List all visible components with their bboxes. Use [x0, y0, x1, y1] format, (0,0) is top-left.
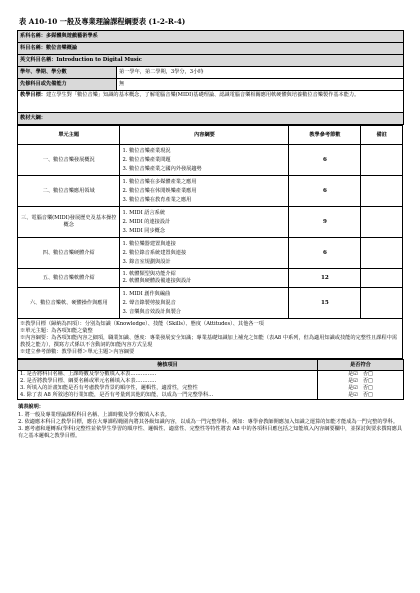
- content-item: 1. MIDI 語言系統: [122, 209, 166, 216]
- checked-box-icon[interactable]: ☑: [353, 371, 358, 377]
- unit-content: [120, 269, 289, 288]
- content-item: 1. MIDI 創作與編曲: [122, 290, 171, 297]
- yes-label: 是: [348, 371, 354, 377]
- prereq-row: [18, 79, 404, 91]
- year-label: 學年、學期、學分數: [18, 67, 117, 79]
- course-row: [18, 43, 404, 55]
- table-row: [18, 207, 403, 238]
- table-row: [18, 145, 403, 176]
- content-item: 2. 軟體與硬體設備連接與設計: [122, 278, 192, 284]
- result-line: [320, 371, 401, 378]
- checklist-table: [17, 359, 404, 400]
- syllabus-page: [17, 17, 403, 440]
- unchecked-box-icon[interactable]: □: [368, 385, 373, 391]
- note-header: 備註: [361, 126, 403, 145]
- year-row: [18, 67, 404, 79]
- eng-label: 英文科目名稱：: [20, 57, 57, 63]
- note-line: ※內容綱要：為各項知能內容之細項，職業知識、態度：專業發展安全知識；專業基礎知識加上補充之知能（表A8 中系列，但為適用知識或技能的完整性且課程中需教授之能力），撰寫方式係以不含動詞的知能內容方式呈現: [20, 335, 398, 348]
- goal-value: 建立學生對「數位音樂」知識的基本概念，了解電腦音樂(MIDI)基礎理論、認識電腦音樂相關應用軟硬體與培養數位音樂製作基本能力。: [45, 92, 360, 98]
- course-value: 數位音樂概論: [45, 45, 78, 51]
- checklist-row: [18, 371, 404, 400]
- checklist-text: 1. 是否將科目名稱、上課時數及學分數填入本表……………: [20, 371, 157, 377]
- table-row: [18, 269, 403, 288]
- page-title: 表 A10-10 一般及專業理論課程綱要表 (1-2-R-4): [19, 17, 186, 26]
- content-item: 3. MIDI 同步概念: [122, 227, 166, 234]
- notes-row: [18, 319, 403, 359]
- note-line: ※教學目標（歸納為四項）：分別為知識（Knowledge）、技能（Skills）、態度（Attitudes）、其他各一項: [20, 321, 264, 327]
- unit-title: 一、數位音樂發展概況: [18, 145, 120, 176]
- unit-title: 六、數位音樂軟、硬體操作與應用: [18, 288, 120, 319]
- checked-box-icon[interactable]: ☑: [353, 392, 358, 398]
- unit-title: 四、數位音樂硬體介紹: [18, 238, 120, 269]
- unit-content: [120, 238, 289, 269]
- outline-header-row: [18, 126, 403, 145]
- checklist-item-header: 檢核項目: [18, 360, 318, 371]
- dept-label: 系科名稱：: [20, 33, 46, 39]
- unit-content: [120, 176, 289, 207]
- table-row: [18, 176, 403, 207]
- content-item: 1. 數位音樂在多媒體產業之應用: [122, 178, 197, 185]
- checked-box-icon[interactable]: ☑: [353, 378, 358, 384]
- no-label: 否: [362, 385, 369, 391]
- content-item: 3. 數位音樂產業之國內外發展趨勢: [122, 165, 202, 172]
- unit-note: [361, 288, 403, 319]
- note-line: ※建立參考節數：教學目標＞單元主題＞內容綱要: [20, 349, 135, 355]
- unit-hours: 6: [289, 145, 361, 176]
- eng-row: [18, 55, 404, 67]
- yes-label: 是: [348, 392, 354, 398]
- content-header: 內容綱要: [120, 126, 289, 145]
- checklist-text: 4. 除了表 A8 所敘述的行業知能，是否有考量到其他的知能，以成為一門完整學科…: [20, 392, 214, 398]
- content-item: 3. 音樂與音效設計與製合: [122, 308, 181, 315]
- unit-header: 單元主題: [18, 126, 120, 145]
- result-line: [320, 392, 401, 399]
- instruction-line: 3. 應考慮和運轉系(學科)完整性並依學生學習的順序性、邏輯性、適當性、完整性等特性將表 A8 中的各項科目應包括之知能填入內容綱要欄中，並探討與要求撰寫應具有之基本邏輯之教學目標。: [18, 426, 403, 439]
- material-row: [18, 113, 404, 125]
- content-item: 2. 數位錄音系統建置與連接: [122, 249, 187, 256]
- prereq-value: 無: [117, 79, 404, 91]
- notes-cell: [18, 319, 403, 359]
- unit-content: [120, 145, 289, 176]
- content-item: 2. 聲音錄製剪接與混音: [122, 299, 176, 306]
- unit-hours: 6: [289, 176, 361, 207]
- content-item: 2. MIDI 的連接設計: [122, 218, 171, 225]
- course-info-table: [17, 30, 404, 125]
- checklist-text: 2. 是否將教學目標、綱要名稱或單元名稱填入本表…………: [20, 378, 157, 384]
- goal-row: [18, 91, 404, 113]
- course-label: 科目名稱：: [20, 45, 46, 51]
- unit-hours: 6: [289, 238, 361, 269]
- no-label: 否: [362, 371, 369, 377]
- hours-header: 教學參考節數: [289, 126, 361, 145]
- checklist-results: [318, 371, 404, 400]
- content-item: 3. 數位音樂在教育產業之應用: [122, 196, 192, 203]
- unit-title: 三、電腦音樂(MIDI)發展歷史及基本操控概念: [18, 207, 120, 238]
- content-item: 2. 數位音樂產業問題: [122, 156, 171, 163]
- unchecked-box-icon[interactable]: □: [368, 392, 373, 398]
- unit-note: [361, 145, 403, 176]
- unit-content: [120, 207, 289, 238]
- material-label: 教材大綱：: [18, 113, 404, 125]
- checked-box-icon[interactable]: ☑: [353, 385, 358, 391]
- unit-note: [361, 238, 403, 269]
- no-label: 否: [362, 378, 369, 384]
- content-item: 1. 數位音樂產業現況: [122, 147, 171, 154]
- result-line: [320, 378, 401, 385]
- unit-note: [361, 207, 403, 238]
- checklist-item: [18, 371, 318, 400]
- checklist-header-row: [18, 360, 404, 371]
- eng-value: Introduction to Digital Music: [56, 57, 142, 63]
- goal-label: 教學目標：: [20, 92, 46, 98]
- result-line: [320, 385, 401, 392]
- instruction-line: 2. 依適應本科目之教學目標，應在大專課程範圍內將其各級知識內容，以成為一門完整學科。例如：專學會教師開應加入知識之運算的知能才能成為一門完整的學科。: [18, 419, 399, 425]
- dept-row: [18, 31, 404, 43]
- table-row: [18, 238, 403, 269]
- checklist-result-header: 是否符合: [318, 360, 404, 371]
- prereq-label: 先修科目或先備能力: [18, 79, 117, 91]
- outline-table: [17, 125, 403, 359]
- unit-title: 二、數位音樂應用領域: [18, 176, 120, 207]
- yes-label: 是: [348, 378, 354, 384]
- instructions-heading: 填表說明：: [18, 404, 44, 410]
- instructions: [17, 404, 403, 440]
- unit-note: [361, 176, 403, 207]
- instruction-line: 1. 將一般及專業理論課程科目名稱、上課時數及學分數填入本表。: [18, 412, 170, 418]
- content-item: 2. 數位音樂在休閒娛樂產業應用: [122, 187, 197, 194]
- yes-label: 是: [348, 385, 354, 391]
- unit-title: 五、數位音樂軟體介紹: [18, 269, 120, 288]
- unit-hours: 12: [289, 269, 361, 288]
- content-item: 1. 軟體類型與功能介紹: [122, 271, 176, 277]
- content-item: 1. 數位樂器建置與連接: [122, 240, 176, 247]
- unchecked-box-icon[interactable]: □: [368, 371, 373, 377]
- unit-note: [361, 269, 403, 288]
- no-label: 否: [362, 392, 369, 398]
- unit-hours: 15: [289, 288, 361, 319]
- year-value: 第一學年，第二學期，3學分，3小時: [117, 67, 404, 79]
- table-row: [18, 288, 403, 319]
- dept-value: 多媒體與遊戲藝術學系: [45, 33, 98, 39]
- content-item: 3. 錄音室規劃與設計: [122, 258, 171, 265]
- note-line: ※單元主題：為各項知能之彙整: [20, 328, 93, 334]
- unit-hours: 9: [289, 207, 361, 238]
- checklist-text: 3. 所填入的計畫知能是否有考慮教學背景的順序性，邏輯性，適當性，完整性: [20, 385, 198, 391]
- unit-content: [120, 288, 289, 319]
- unchecked-box-icon[interactable]: □: [368, 378, 373, 384]
